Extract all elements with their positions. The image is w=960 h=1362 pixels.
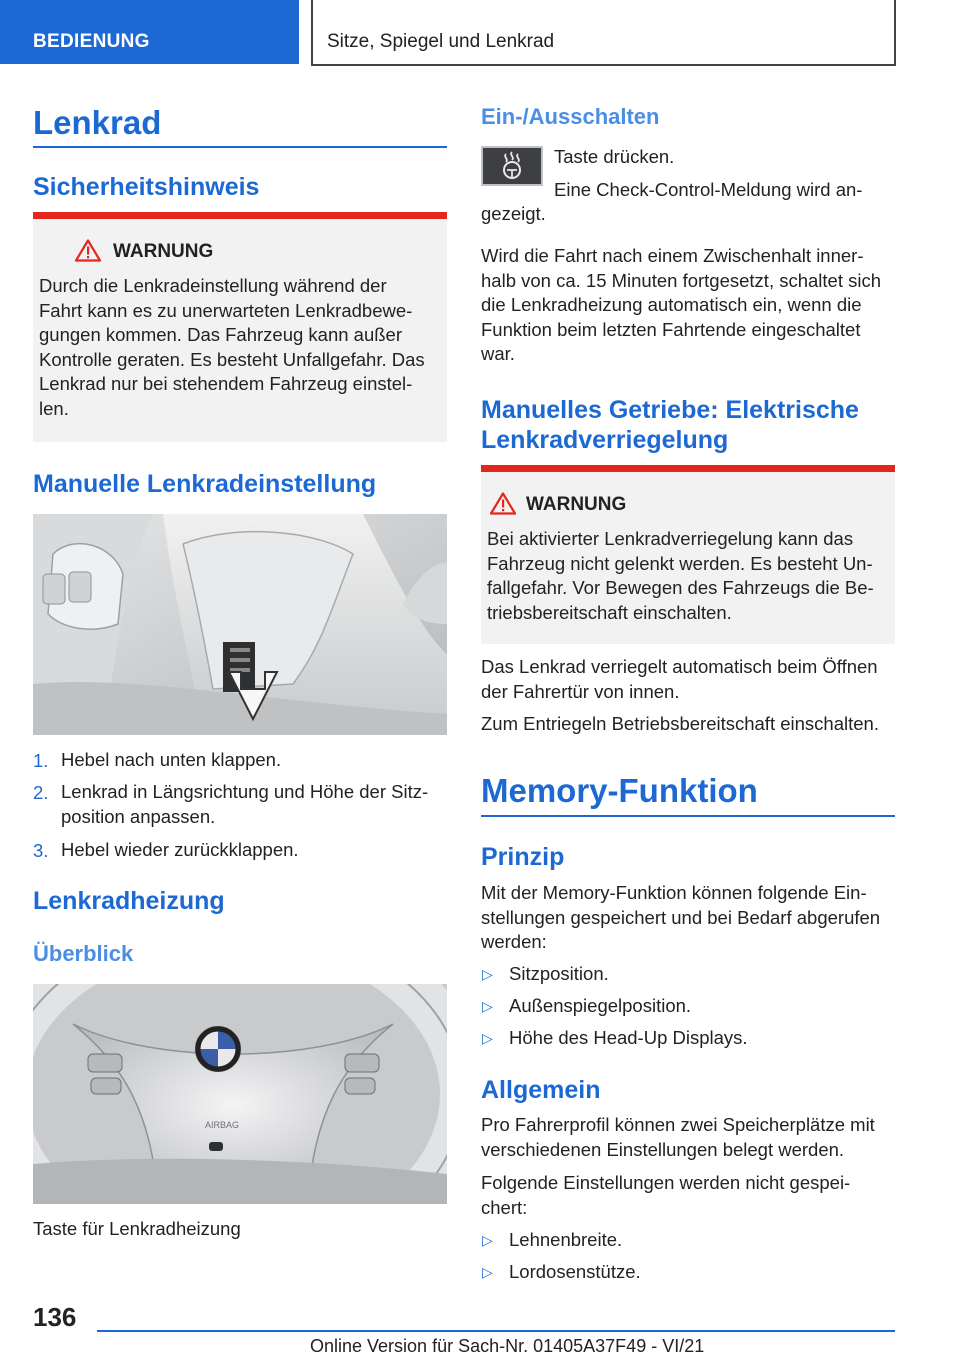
check-control-text: Eine Check-Control-Meldung wird an- (554, 179, 863, 200)
warning-text: Durch die Lenkradeinstellung während der Fahrt kann es zu unerwarteten Lenkradbewe- gungen kommen. Das Fahrzeug kann außer Kontrolle geraten. Es besteht Unfallgefahr. Das Lenkrad nur bei stehendem Fahrzeug einstel- len. (39, 275, 425, 419)
bullet-icon: ▷ (482, 998, 493, 1014)
general-paragraph: Folgende Einstellungen werden nicht gespei- chert: (481, 1172, 851, 1218)
chapter-label: Sitze, Spiegel und Lenkrad (327, 31, 555, 52)
general-heading: Allgemein (481, 1076, 601, 1104)
lock-paragraph: Das Lenkrad verriegelt automatisch beim Öffnen der Fahrertür von innen. (481, 656, 878, 702)
warning-label: WARNUNG (113, 241, 214, 262)
gearbox-heading: Manuelles Getriebe: Elektrische Lenkradverriegelung (481, 396, 859, 454)
bullet-icon: ▷ (482, 1232, 493, 1248)
auto-on-paragraph: Wird die Fahrt nach einem Zwischenhalt inner- halb von ca. 15 Minuten fortgesetzt, schaltet sich die Lenkradheizung automatisch ein, wenn die Funktion beim letzten Fahrtende eingeschaltet war. (481, 245, 882, 364)
warning-icon (75, 239, 101, 262)
overview-heading: Überblick (33, 941, 134, 966)
list-item: Außenspiegelposition. (509, 995, 692, 1016)
footer-text: Online Version für Sach-Nr. 01405A37F49 - VI/21 (310, 1336, 705, 1356)
list-item: Lehnenbreite. (509, 1229, 623, 1250)
memory-title: Memory-Funktion (481, 772, 758, 809)
step-text: Lenkrad in Längsrichtung und Höhe der Sitz- position anpassen. (61, 781, 429, 827)
step-number: 3. (33, 840, 49, 861)
warning-label: WARNUNG (526, 494, 627, 515)
list-item: Sitzposition. (509, 963, 609, 984)
bullet-icon: ▷ (482, 966, 493, 982)
page-title: Lenkrad (33, 104, 162, 141)
principle-heading: Prinzip (481, 843, 565, 871)
manual-adjust-heading: Manuelle Lenkradeinstellung (33, 470, 377, 498)
wheel-caption: Taste für Lenkradheizung (33, 1218, 241, 1239)
step-number: 1. (33, 750, 49, 771)
bullet-icon: ▷ (482, 1030, 493, 1046)
steering-wheel-image (33, 984, 447, 1204)
step-text: Hebel wieder zurückklappen. (61, 839, 299, 860)
warning-text: Bei aktivierter Lenkradverriegelung kann das Fahrzeug nicht gelenkt werden. Es besteht Un- fallgefahr. Vor Bewegen des Fahrzeugs die Be- triebsbereitschaft einschalten. (487, 528, 874, 623)
warning-box (33, 219, 447, 442)
step-text: Hebel nach unten klappen. (61, 749, 282, 770)
press-button-text: Taste drücken. (554, 146, 675, 167)
bullet-icon: ▷ (482, 1264, 493, 1280)
list-item: Lordosenstütze. (509, 1261, 641, 1282)
warning-bar (481, 465, 895, 472)
footer-rule (97, 1330, 895, 1332)
unlock-paragraph: Zum Entriegeln Betriebsbereitschaft einschalten. (481, 713, 879, 734)
warning-box (481, 472, 895, 644)
airbag-badge: AIRBAG (205, 1120, 240, 1130)
steering-column-image (33, 514, 447, 735)
heating-button-icon (481, 146, 543, 186)
title-rule (33, 146, 447, 148)
onoff-heading: Ein-/Ausschalten (481, 104, 660, 129)
general-paragraph: Pro Fahrerprofil können zwei Speicherplätze mit verschiedenen Einstellungen belegt werden. (481, 1114, 875, 1160)
warning-bar (33, 212, 447, 219)
safety-heading: Sicherheitshinweis (33, 173, 260, 201)
principle-paragraph: Mit der Memory-Funktion können folgende Ein- stellungen gespeichert und bei Bedarf abgerufen werden: (481, 882, 881, 952)
check-control-text-cont: gezeigt. (481, 203, 546, 224)
page-number: 136 (33, 1302, 77, 1332)
list-item: Höhe des Head-Up Displays. (509, 1027, 748, 1048)
warning-icon (490, 492, 516, 515)
chapter-tab (311, 0, 896, 66)
section-tab (0, 0, 299, 64)
step-number: 2. (33, 782, 49, 803)
section-label: BEDIENUNG (33, 31, 150, 52)
heating-heading: Lenkradheizung (33, 887, 225, 915)
memory-rule (481, 815, 895, 817)
